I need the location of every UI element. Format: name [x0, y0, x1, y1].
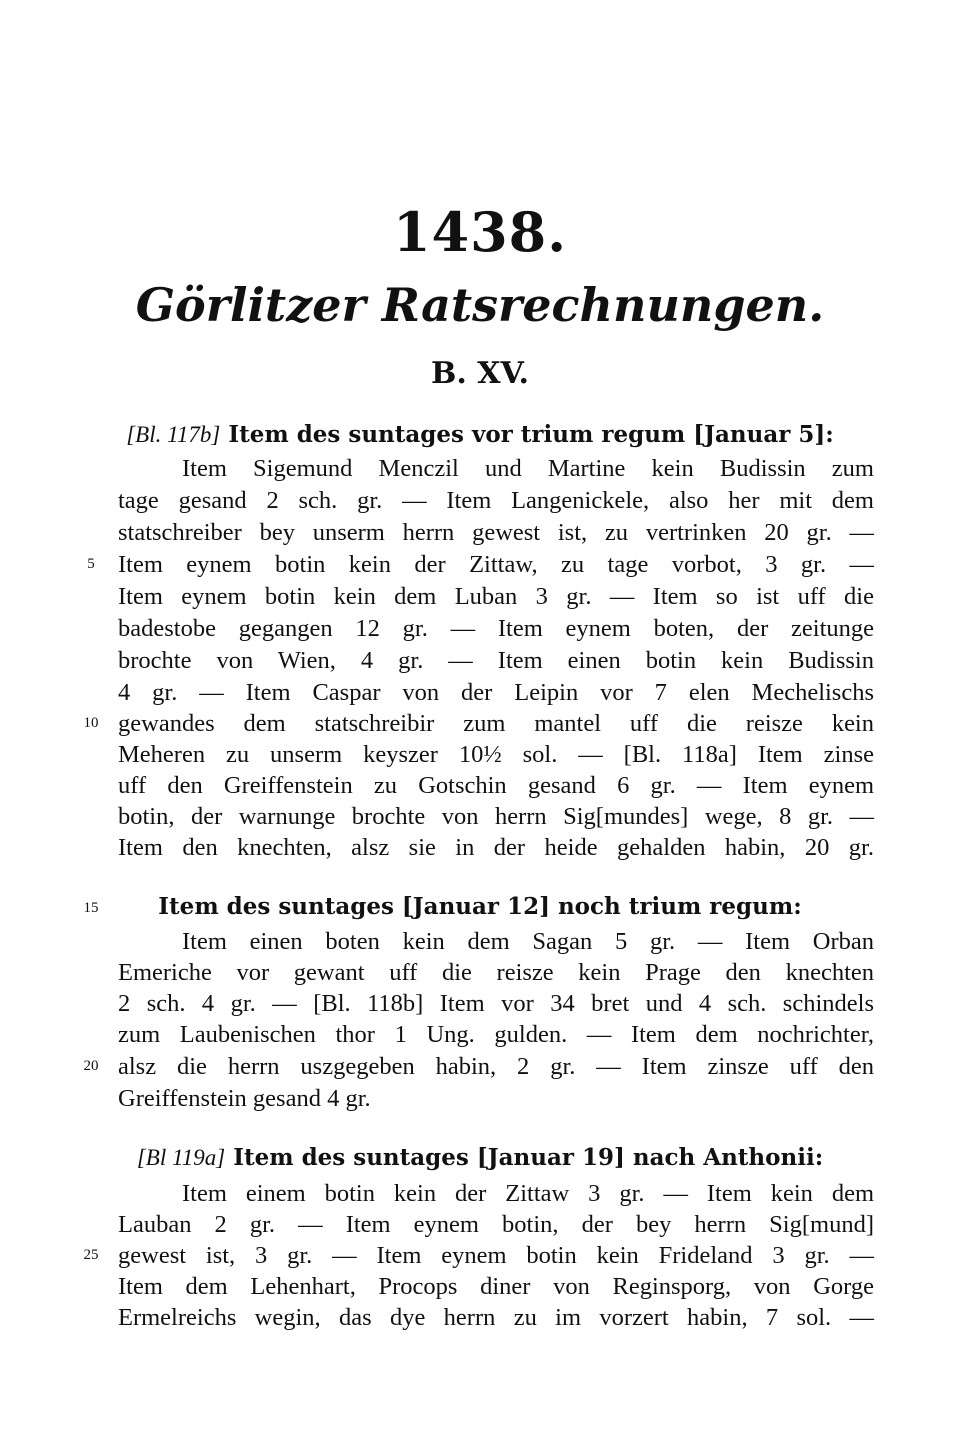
- text-line: Item dem Lehenhart, Procops diner von Reginsporg, von Gorge: [118, 1273, 874, 1300]
- section-heading-text: Item des suntages vor trium regum [Januar 5]:: [228, 421, 834, 448]
- year-heading: 1438.: [392, 200, 568, 264]
- text-line: badestobe gegangen 12 gr. — Item eynem boten, der zeitunge: [118, 615, 874, 642]
- text-line: Item eynem botin kein dem Luban 3 gr. — Item so ist uff die: [118, 583, 874, 610]
- line-number: 20: [83, 1058, 99, 1074]
- text-line: gewest ist, 3 gr. — Item eynem botin kein Frideland 3 gr. —: [118, 1242, 874, 1269]
- text-line: Meheren zu unserm keyszer 10½ sol. — [Bl. 118a] Item zinse: [118, 741, 874, 768]
- section-heading-text: Item des suntages [Januar 12] noch trium regum:: [158, 893, 802, 920]
- text-line: Ermelreichs wegin, das dye herrn zu im vorzert habin, 7 sol. —: [118, 1304, 874, 1331]
- text-line: Item einem botin kein der Zittaw 3 gr. — Item kein dem: [182, 1180, 874, 1207]
- text-line: alsz die herrn uszgegeben habin, 2 gr. — Item zinsze uff den: [118, 1053, 874, 1080]
- text-line: tage gesand 2 sch. gr. — Item Langenickele, also her mit dem: [118, 487, 874, 514]
- line-number: 10: [83, 715, 99, 731]
- line-number: 5: [87, 556, 95, 572]
- section-heading: [0, 1141, 960, 1175]
- text-line: Emeriche vor gewant uff die reisze kein Prage den knechten: [118, 959, 874, 986]
- section-heading-text: Item des suntages [Januar 19] nach Anthonii:: [233, 1144, 824, 1171]
- text-line: Item den knechten, alsz sie in der heide gehalden habin, 20 gr.: [118, 834, 874, 861]
- section-heading: [0, 890, 960, 924]
- text-line: zum Laubenischen thor 1 Ung. gulden. — Item dem nochrichter,: [118, 1021, 874, 1048]
- volume-label: B. XV.: [431, 356, 529, 391]
- text-line: 2 sch. 4 gr. — [Bl. 118b] Item vor 34 bret und 4 sch. schindels: [118, 990, 874, 1017]
- text-line: statschreiber bey unserm herrn gewest ist, zu vertrinken 20 gr. —: [118, 519, 874, 546]
- section-heading: [0, 418, 960, 452]
- document-title: Görlitzer Ratsrechnungen.: [135, 278, 825, 332]
- text-line: brochte von Wien, 4 gr. — Item einen botin kein Budissin: [118, 647, 874, 674]
- line-number: 15: [83, 900, 99, 916]
- text-line: Item eynem botin kein der Zittaw, zu tage vorbot, 3 gr. —: [118, 551, 874, 578]
- folio-reference: [Bl 119a]: [136, 1145, 226, 1170]
- text-line: botin, der warnunge brochte von herrn Sig[mundes] wege, 8 gr. —: [118, 803, 874, 830]
- text-line: 4 gr. — Item Caspar von der Leipin vor 7 elen Mechelischs: [118, 679, 874, 706]
- folio-reference: [Bl. 117b]: [126, 422, 221, 447]
- text-line: Greiffenstein gesand 4 gr.: [118, 1085, 371, 1112]
- text-line: Item Sigemund Menczil und Martine kein Budissin zum: [182, 455, 874, 482]
- line-number: 25: [83, 1247, 99, 1263]
- text-line: gewandes dem statschreibir zum mantel uff die reisze kein: [118, 710, 874, 737]
- text-line: uff den Greiffenstein zu Gotschin gesand 6 gr. — Item eynem: [118, 772, 874, 799]
- text-line: Item einen boten kein dem Sagan 5 gr. — Item Orban: [182, 928, 874, 955]
- text-line: Lauban 2 gr. — Item eynem botin, der bey herrn Sig[mund]: [118, 1211, 874, 1238]
